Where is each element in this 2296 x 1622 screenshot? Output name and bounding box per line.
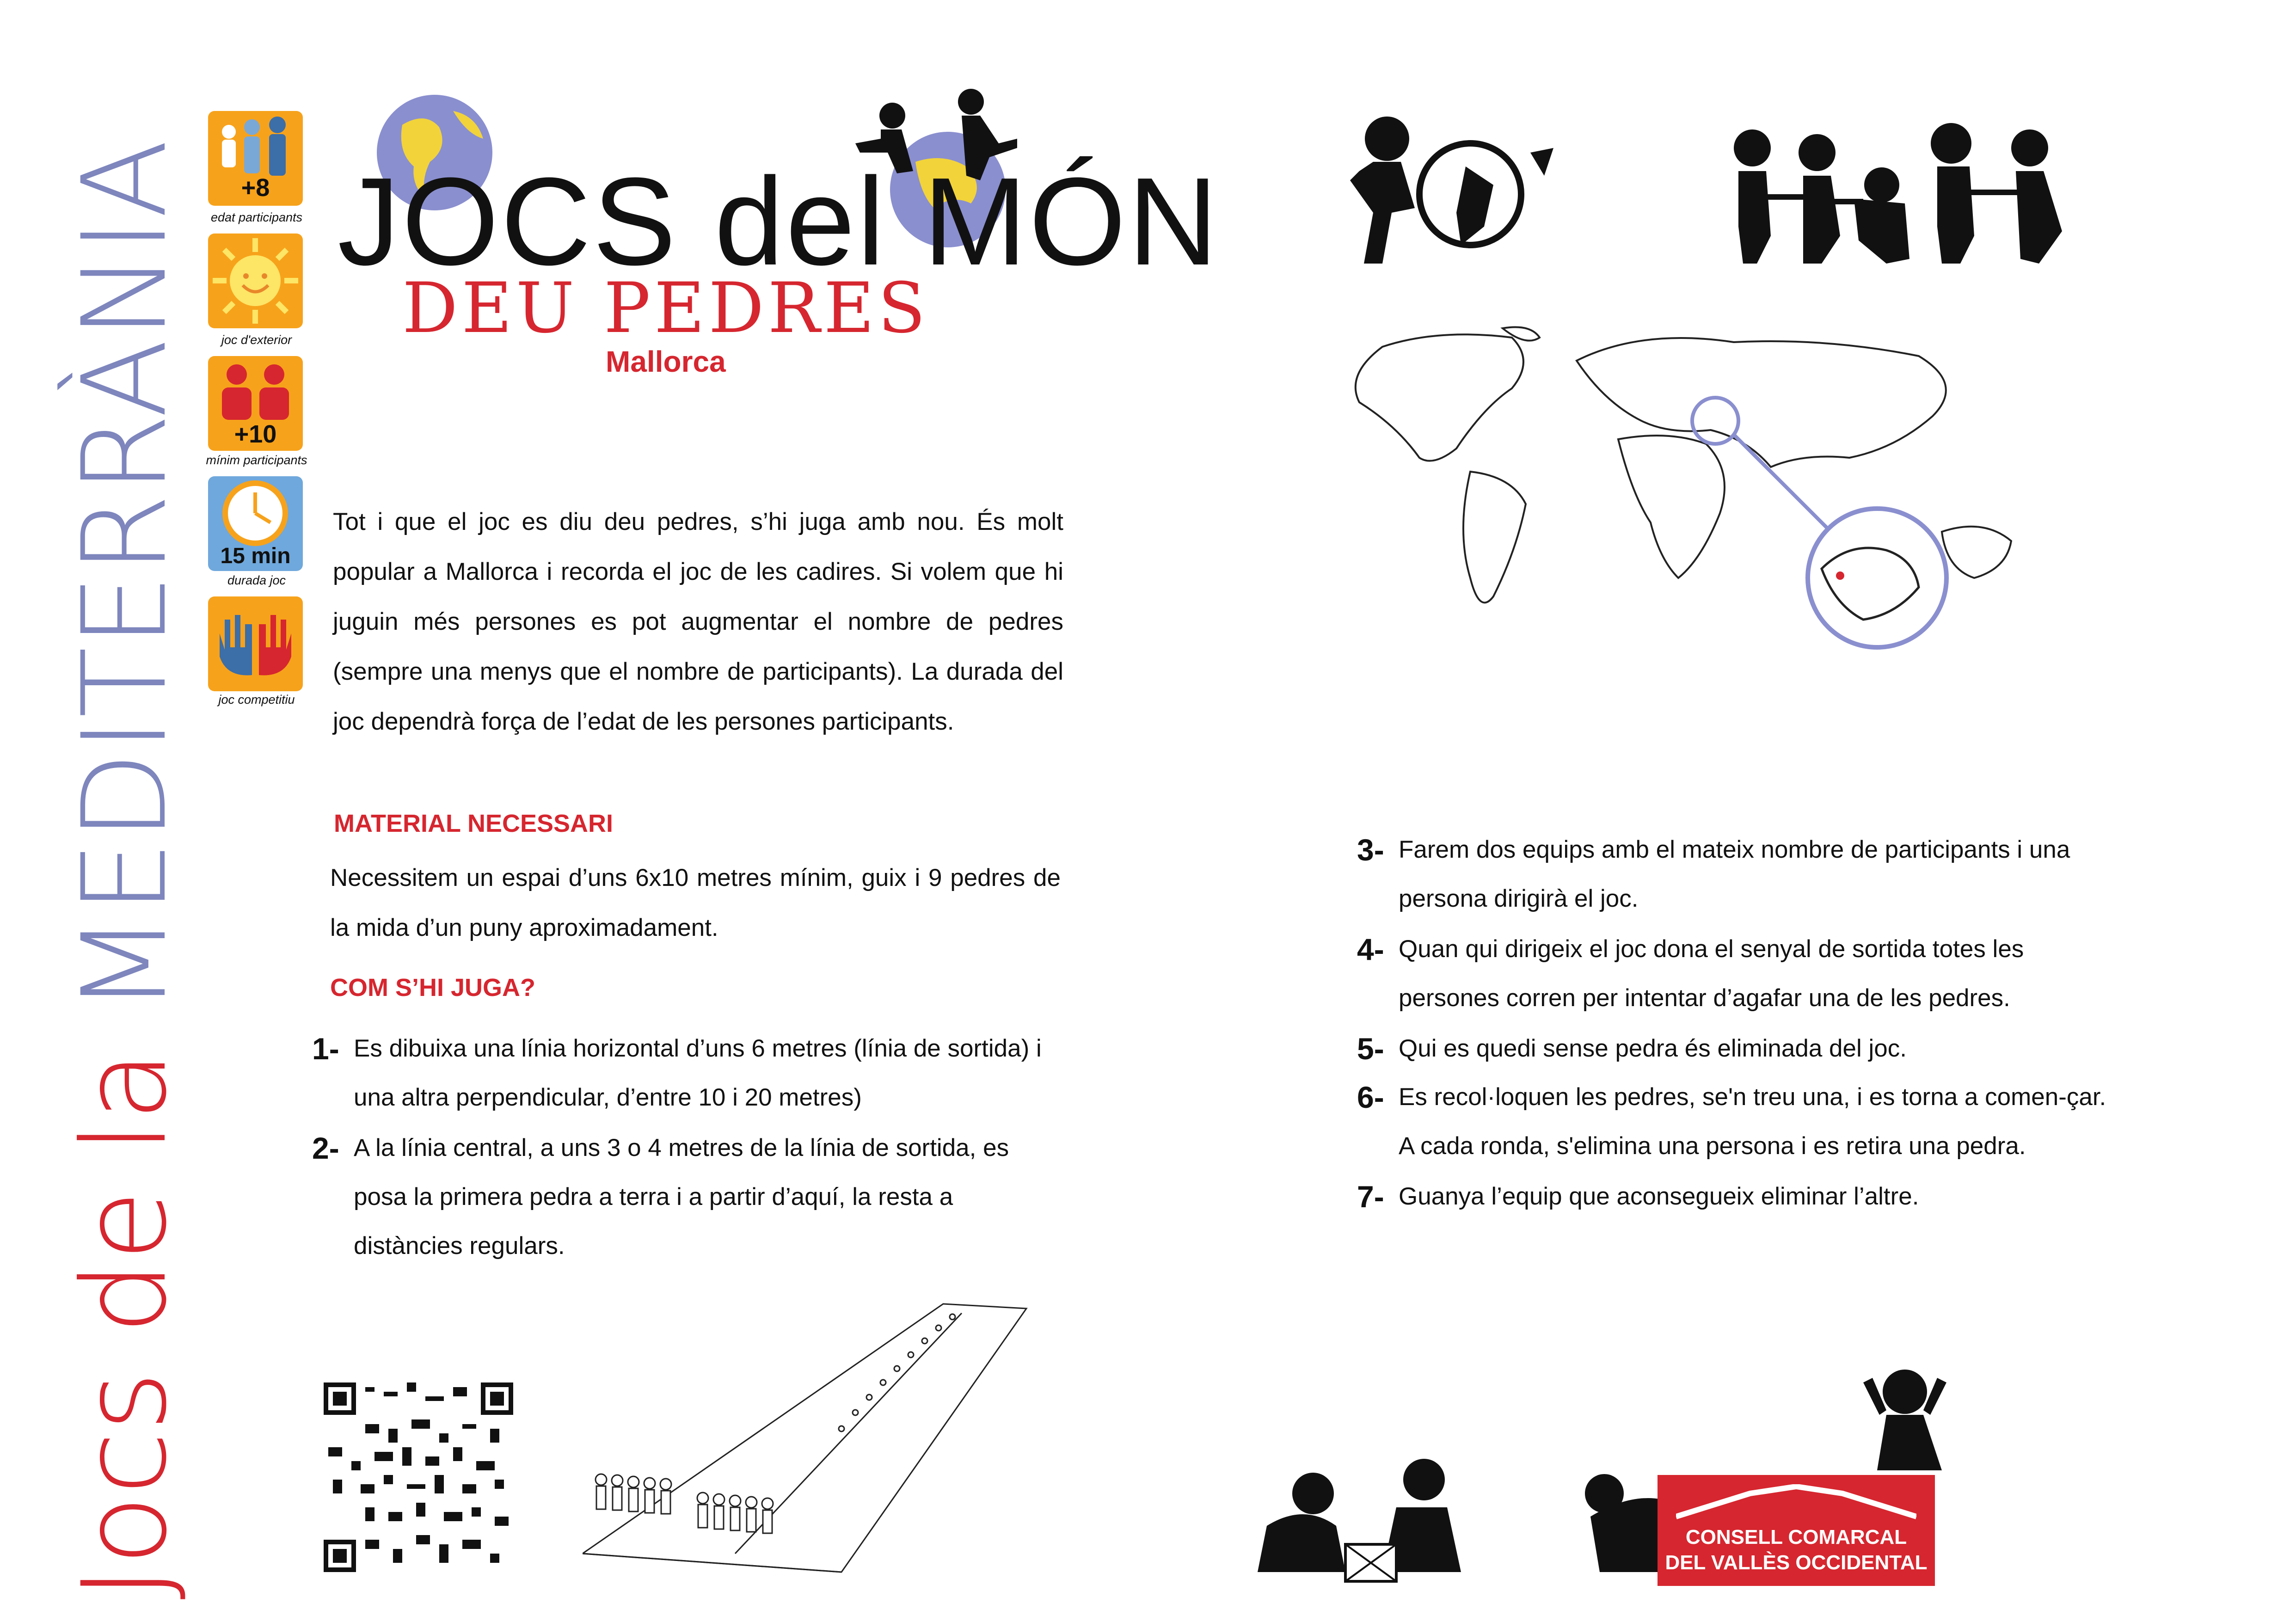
step-text: Guanya l’equip que aconsegueix eliminar l’altre.	[1399, 1183, 1919, 1210]
field-diagram	[583, 1295, 1050, 1581]
step-text: Qui es quedi sense pedra és eliminada del joc.	[1399, 1035, 1907, 1062]
step-number: 5-	[1357, 1032, 1384, 1066]
people-age-icon	[208, 111, 303, 206]
sidebar-title-part1: Jocs de la	[57, 1014, 192, 1600]
step-item	[1357, 1073, 2120, 1171]
step-item	[1357, 825, 2120, 923]
step-item	[1357, 1172, 2120, 1221]
sidebar-title-part2: MEDITERRÀNIA	[57, 139, 192, 1014]
icon-caption: durada joc	[227, 573, 286, 587]
qr-code	[324, 1382, 513, 1572]
publisher-line1: CONSELL COMARCAL	[1685, 1526, 1907, 1548]
clock-icon	[208, 476, 303, 571]
publisher-line2: DEL VALLÈS OCCIDENTAL	[1665, 1551, 1928, 1574]
step-item	[312, 1124, 1061, 1271]
game-title: DEU PEDRES	[402, 268, 929, 349]
region-label: Mallorca	[606, 345, 726, 378]
icon-caption: joc competitiu	[218, 693, 295, 707]
step-number: 7-	[1357, 1180, 1384, 1214]
age-badge: +8	[241, 174, 270, 202]
hands-icon	[208, 596, 303, 691]
step-text: A la línia central, a uns 3 o 4 metres de la línia de sortida, es posa la primera pedra a terra i a partir d’aquí, la resta a distàncies regulars.	[354, 1134, 1009, 1260]
step-text: Es recol·loquen les pedres, se'n treu una, i es torna a comen-çar. A cada ronda, s'elimina una persona i es retira una pedra.	[1399, 1083, 2106, 1160]
participants-badge: +10	[234, 420, 277, 448]
world-map	[1318, 319, 2196, 717]
logo-title: JOCS del MÓN	[338, 152, 1220, 291]
intro-paragraph: Tot i que el joc es diu deu pedres, s’hi juga amb nou. És molt popular a Mallorca i recorda el joc de les cadires. Si volem que hi juguin més persones es pot augmentar el nombre de pedres (sempre una menys que el nombre de participants). La durada del joc dependrà força de l’edat de les persones participants.	[333, 508, 1063, 735]
step-text: Farem dos equips amb el mateix nombre de participants i una persona dirigirà el joc.	[1399, 836, 2070, 912]
icon-caption: joc d'exterior	[221, 333, 292, 347]
duration-badge: 15 min	[220, 544, 291, 568]
how-heading: COM S’HI JUGA?	[330, 974, 536, 1001]
sidebar-title	[55, 74, 194, 1600]
sun-icon	[208, 233, 303, 328]
step-item	[312, 1024, 1061, 1122]
step-number: 6-	[1357, 1080, 1384, 1114]
step-number: 2-	[312, 1131, 339, 1165]
step-number: 4-	[1357, 932, 1384, 966]
material-text: Necessitem un espai d’uns 6x10 metres mínim, guix i 9 pedres de la mida d’un puny aproximadament.	[330, 864, 1061, 941]
icon-caption: mínim participants	[206, 453, 307, 467]
step-number: 3-	[1357, 833, 1384, 867]
step-text: Quan qui dirigeix el joc dona el senyal de sortida totes les persones corren per intentar d’agafar una de les pedres.	[1399, 935, 2024, 1012]
material-heading: MATERIAL NECESSARI	[334, 810, 614, 837]
mountain-icon	[1676, 1484, 1916, 1521]
step-number: 1-	[312, 1032, 339, 1066]
step-item	[1357, 1024, 2120, 1073]
kids-silhouettes-illustration	[1341, 106, 2173, 282]
icon-caption: edat participants	[210, 210, 303, 224]
step-item	[1357, 925, 2120, 1023]
participants-icon	[208, 356, 303, 451]
publisher-logo	[1658, 1475, 1935, 1586]
step-text: Es dibuixa una línia horizontal d’uns 6 metres (línia de sortida) i una altra perpendicular, d’entre 10 i 20 metres)	[354, 1035, 1042, 1111]
